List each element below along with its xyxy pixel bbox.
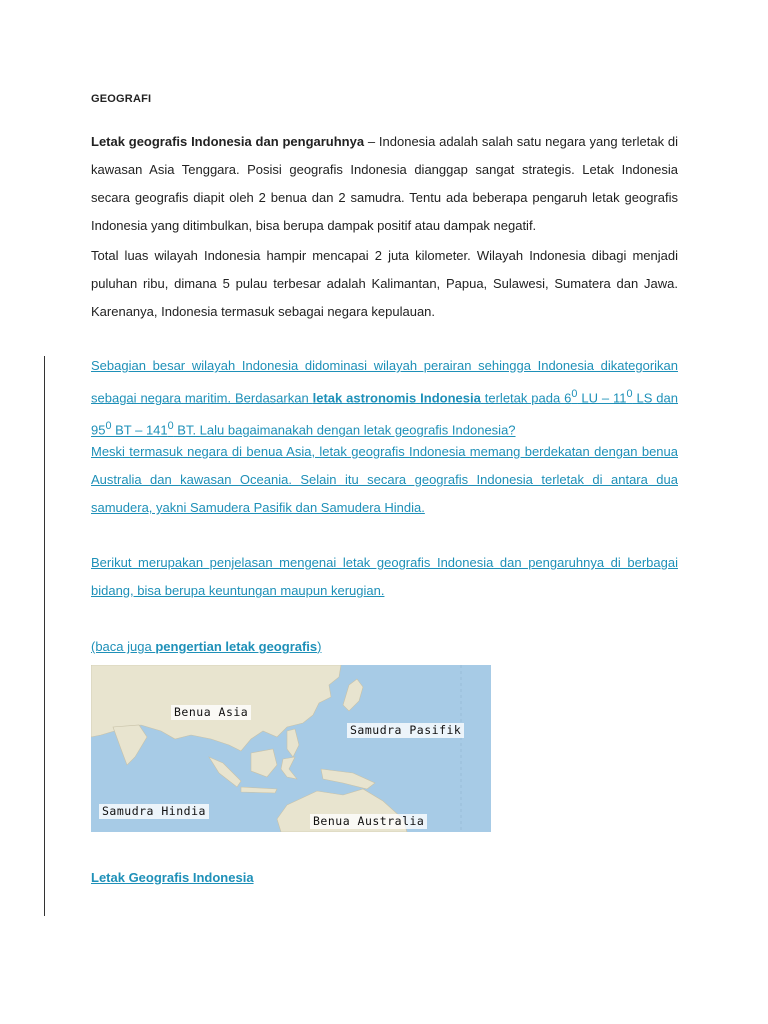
maritime-text-a[interactable]: Sebagian besar wilayah Indonesia didominasi wilayah perairan sehingga Indonesia dikategorikan sebagai negara maritim. Berdasarkan [91,358,678,406]
degree-sup: 0 [571,388,578,400]
benua-australia-label: Benua Australia [310,814,427,829]
page-heading: GEOGRAFI [91,93,152,105]
astronomis-link[interactable]: letak astronomis Indonesia [312,390,481,406]
area-paragraph: Total luas wilayah Indonesia hampir mencapai 2 juta kilometer. Wilayah Indonesia dibagi menjadi puluhan ribu, dimana 5 pulau terbesar adalah Kalimantan, Papua, Sulawesi, Sumatera dan Jawa. Karenanya, Indonesia termasuk sebagai negara kepulauan. [91,248,678,319]
degree-sup: 0 [626,388,633,400]
degree-sup: 0 [105,420,112,433]
see-also-suffix[interactable]: ) [317,639,322,654]
intro-text: – Indonesia adalah salah satu negara yang terletak di kawasan Asia Tenggara. Posisi geografis Indonesia dianggap sangat strategis. Letak Indonesia secara geografis diapit oleh 2 benua dan 2 samudra. Tentu ada beberapa pengaruh letak geografis Indonesia yang ditimbulkan, bisa berupa dampak positif atau dampak negatif. [91,134,678,233]
indonesia-map-image [91,665,491,832]
see-also-link[interactable] [91,633,678,661]
change-bar [44,356,45,916]
maritime-paragraph[interactable] [91,352,678,445]
samudra-hindia-label: Samudra Hindia [99,804,209,819]
intro-bold: Letak geografis Indonesia dan pengaruhnya [91,134,365,149]
position-paragraph[interactable]: Meski termasuk negara di benua Asia, letak geografis Indonesia memang berdekatan dengan benua Australia dan kawasan Oceania. Selain itu secara geografis Indonesia terletak di antara dua samudera, yakni Samudera Pasifik dan Samudera Hindia. [91,444,678,515]
degree-sup: 0 [167,420,174,433]
benua-asia-label: Benua Asia [171,705,251,720]
see-also-prefix[interactable]: (baca juga [91,639,156,654]
maritime-text-b[interactable]: terletak pada 6 [480,390,572,406]
see-also-bold[interactable]: pengertian letak geografis [155,639,318,654]
explanation-paragraph[interactable]: Berikut merupakan penjelasan mengenai letak geografis Indonesia dan pengaruhnya di berbagai bidang, bisa berupa keuntungan maupun kerugian. [91,555,678,598]
maritime-text-c[interactable]: LU – 11 [577,390,627,406]
maritime-text-d[interactable]: LS dan 95 [91,390,678,438]
intro-paragraph [91,128,678,240]
section-title-link[interactable]: Letak Geografis Indonesia [91,870,254,885]
samudra-pasifik-label: Samudra Pasifik [347,723,464,738]
maritime-text-f[interactable]: BT. Lalu bagaimanakah dengan letak geografis Indonesia? [173,422,516,438]
maritime-text-e[interactable]: BT – 141 [111,422,168,438]
